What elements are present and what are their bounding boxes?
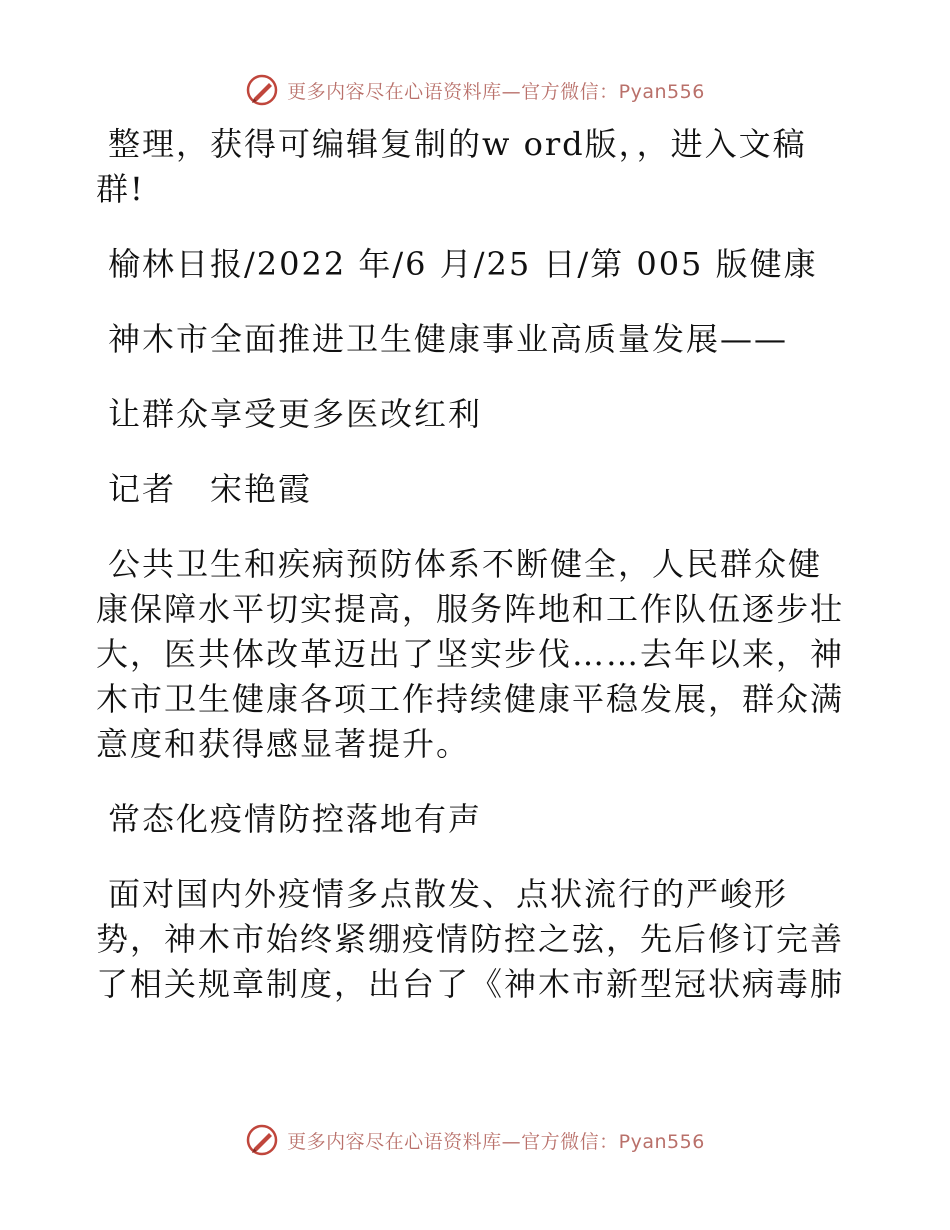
source-line: 榆林日报/2022 年/6 月/25 日/第 005 版健康 xyxy=(108,245,818,283)
paragraph-1-line-4: 木市卫生健康各项工作持续健康平稳发展，群众满 xyxy=(96,680,845,718)
paragraph-2-line-3: 了相关规章制度，出台了《神木市新型冠状病毒肺 xyxy=(96,965,845,1003)
intro-line-1: 整理，获得可编辑复制的w ord版，，进入文稿 xyxy=(108,125,807,163)
article-title-line-1: 神木市全面推进卫生健康事业高质量发展—— xyxy=(108,320,789,358)
paragraph-1-line-2: 康保障水平切实提高，服务阵地和工作队伍逐步壮 xyxy=(96,590,845,628)
article-title-line-2: 让群众享受更多医改红利 xyxy=(108,395,483,433)
watermark-text: 更多内容尽在心语资料库—官方微信：Pyan556 xyxy=(287,80,705,103)
paragraph-1-line-1: 公共卫生和疾病预防体系不断健全，人民群众健 xyxy=(108,545,823,583)
pen-seal-icon xyxy=(245,73,279,107)
watermark-footer xyxy=(0,1120,950,1160)
section-subheading: 常态化疫情防控落地有声 xyxy=(108,800,483,838)
pen-seal-icon xyxy=(245,1123,279,1157)
paragraph-1-line-3: 大，医共体改革迈出了坚实步伐……去年以来，神 xyxy=(96,635,845,673)
watermark-header xyxy=(0,70,950,110)
watermark-text: 更多内容尽在心语资料库—官方微信：Pyan556 xyxy=(287,1130,705,1153)
intro-line-2: 群! xyxy=(96,170,145,208)
paragraph-2-line-1: 面对国内外疫情多点散发、点状流行的严峻形 xyxy=(108,875,789,913)
paragraph-2-line-2: 势，神木市始终紧绷疫情防控之弦，先后修订完善 xyxy=(96,920,845,958)
document-body xyxy=(96,122,856,1007)
byline: 记者 宋艳霞 xyxy=(108,470,313,508)
paragraph-1-line-5: 意度和获得感显著提升。 xyxy=(96,725,471,763)
